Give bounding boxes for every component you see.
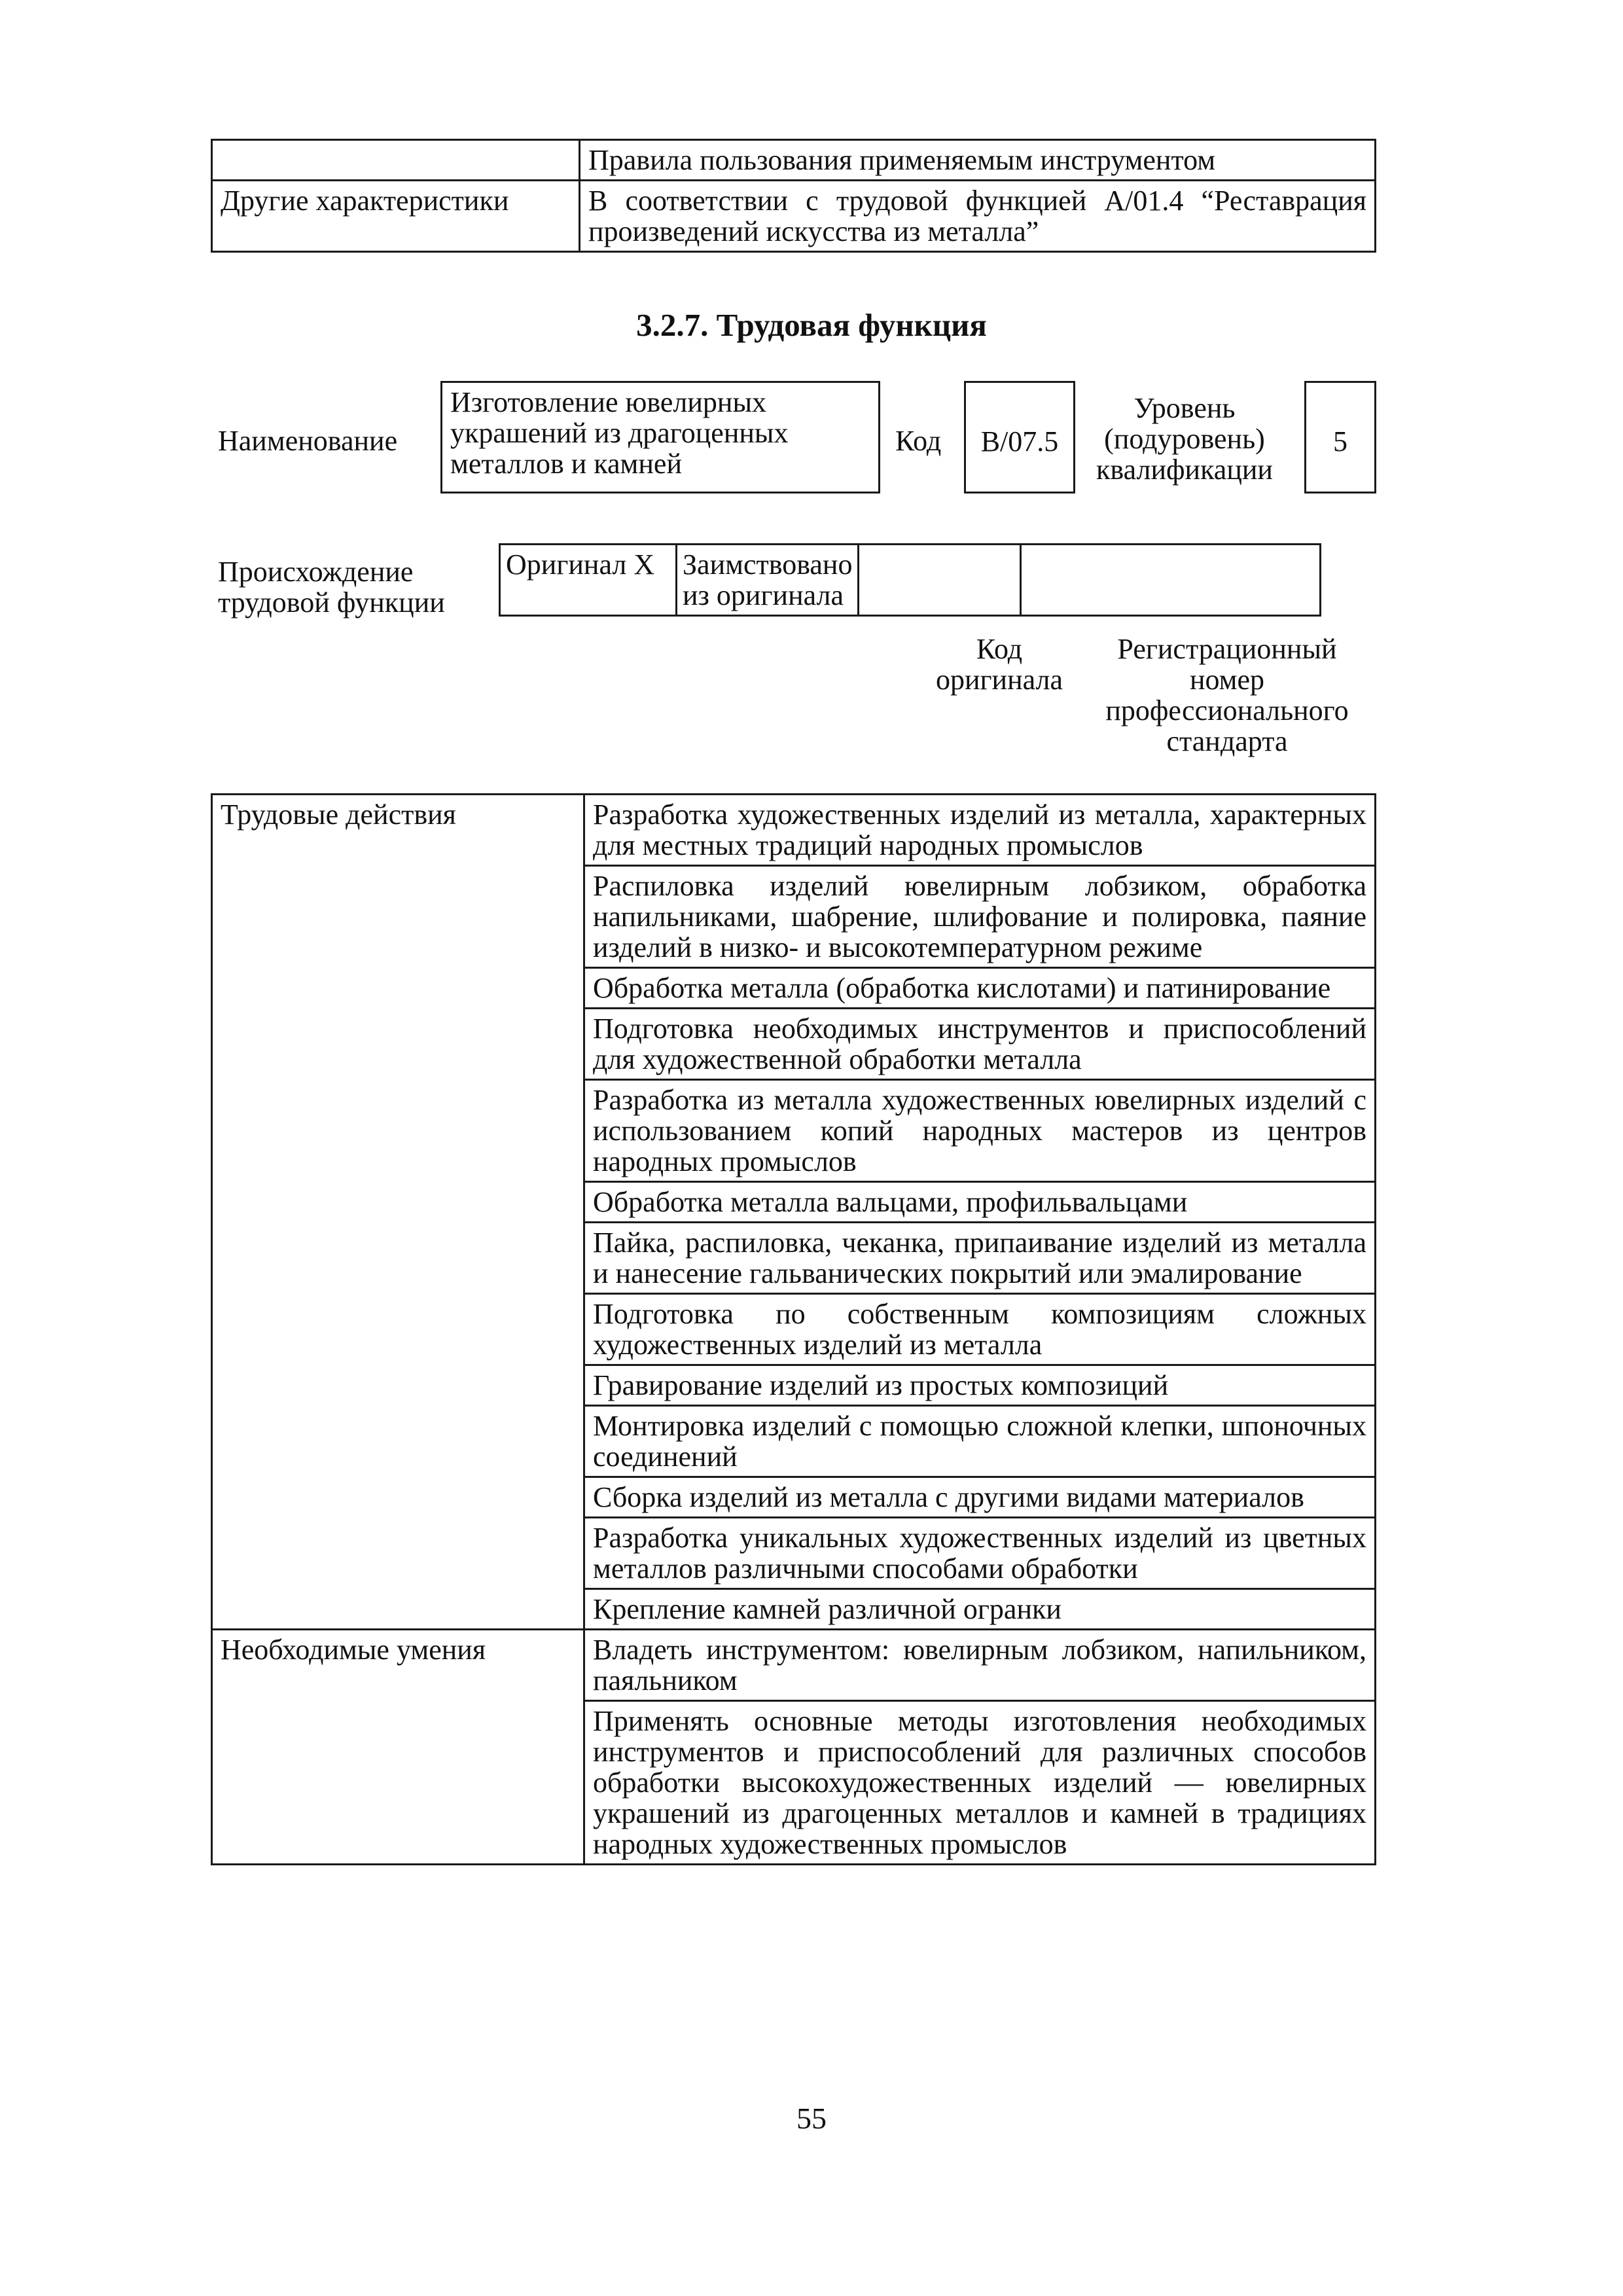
labor-actions-item: Разработка уникальных художественных изделий из цветных металлов различными способами обработки xyxy=(584,1518,1376,1589)
borrowed-cell: Заимствовано из оригинала xyxy=(677,545,859,616)
labor-actions-item: Гравирование изделий из простых композиций xyxy=(584,1365,1376,1406)
table-row xyxy=(212,181,1376,252)
labor-actions-item: Монтировка изделий с помощью сложной клепки, шпоночных соединений xyxy=(584,1406,1376,1477)
row-text: Правила пользования применяемым инструментом xyxy=(580,140,1376,181)
labor-actions-label: Трудовые действия xyxy=(212,795,584,1630)
table-row xyxy=(212,1630,1376,1701)
labor-actions-item: Подготовка по собственным композициям сложных художественных изделий из металла xyxy=(584,1294,1376,1365)
level-value: 5 xyxy=(1304,381,1376,493)
table-row xyxy=(500,545,1321,616)
name-label: Наименование xyxy=(218,425,398,457)
row-label: Другие характеристики xyxy=(212,181,580,252)
code-label: Код xyxy=(895,425,942,457)
required-skills-label: Необходимые умения xyxy=(212,1630,584,1865)
original-label: Оригинал xyxy=(506,548,627,581)
page-number: 55 xyxy=(796,2102,827,2135)
section-heading: 3.2.7. Трудовая функция xyxy=(636,307,987,343)
required-skills-item: Владеть инструментом: ювелирным лобзиком, напильником, паяльником xyxy=(584,1630,1376,1701)
code-original-caption: Код оригинала xyxy=(935,633,1063,696)
origin-label: Происхождение трудовой функции xyxy=(218,556,445,619)
table-row xyxy=(212,795,1376,866)
level-label: Уровень (подуровень) квалификации xyxy=(1096,392,1273,486)
table-row xyxy=(212,140,1376,181)
original-cell xyxy=(500,545,677,616)
labor-actions-item: Пайка, распиловка, чеканка, припаивание изделий из металла и нанесение гальванических покрытий или эмалирование xyxy=(584,1223,1376,1294)
labor-actions-item: Крепление камней различной огранки xyxy=(584,1589,1376,1630)
labor-actions-item: Обработка металла вальцами, профильвальцами xyxy=(584,1182,1376,1223)
registration-number-cell xyxy=(1021,545,1321,616)
labor-actions-item: Разработка художественных изделий из металла, характерных для местных традиций народных промыслов xyxy=(584,795,1376,866)
row-label xyxy=(212,140,580,181)
required-skills-item: Применять основные методы изготовления необходимых инструментов и приспособлений для различных способов обработки высокохудожественных изделий — ювелирных украшений из драгоценных металлов и камней в традициях народных художественных промыслов xyxy=(584,1701,1376,1865)
main-table xyxy=(211,793,1376,1865)
labor-actions-item: Подготовка необходимых инструментов и приспособлений для художественной обработки металла xyxy=(584,1009,1376,1080)
name-value: Изготовление ювелирных украшений из драгоценных металлов и камней xyxy=(440,381,880,493)
code-value: В/07.5 xyxy=(964,381,1075,493)
top-table xyxy=(211,139,1376,253)
labor-actions-item: Распиловка изделий ювелирным лобзиком, обработка напильниками, шабрение, шлифование и полировка, паяние изделий в низко- и высокотемпературном режиме xyxy=(584,866,1376,968)
origin-table xyxy=(499,543,1321,617)
code-original-cell xyxy=(859,545,1021,616)
row-text: В соответствии с трудовой функцией А/01.4 “Реставрация произведений искусства из металла” xyxy=(580,181,1376,252)
registration-number-caption: Регистрационный номер профессионального стандарта xyxy=(1105,633,1349,757)
labor-actions-item: Разработка из металла художественных ювелирных изделий с использованием копий народных мастеров из центров народных промыслов xyxy=(584,1080,1376,1182)
original-mark: X xyxy=(633,548,655,581)
labor-actions-item: Сборка изделий из металла с другими видами материалов xyxy=(584,1477,1376,1518)
labor-actions-item: Обработка металла (обработка кислотами) и патинирование xyxy=(584,968,1376,1009)
